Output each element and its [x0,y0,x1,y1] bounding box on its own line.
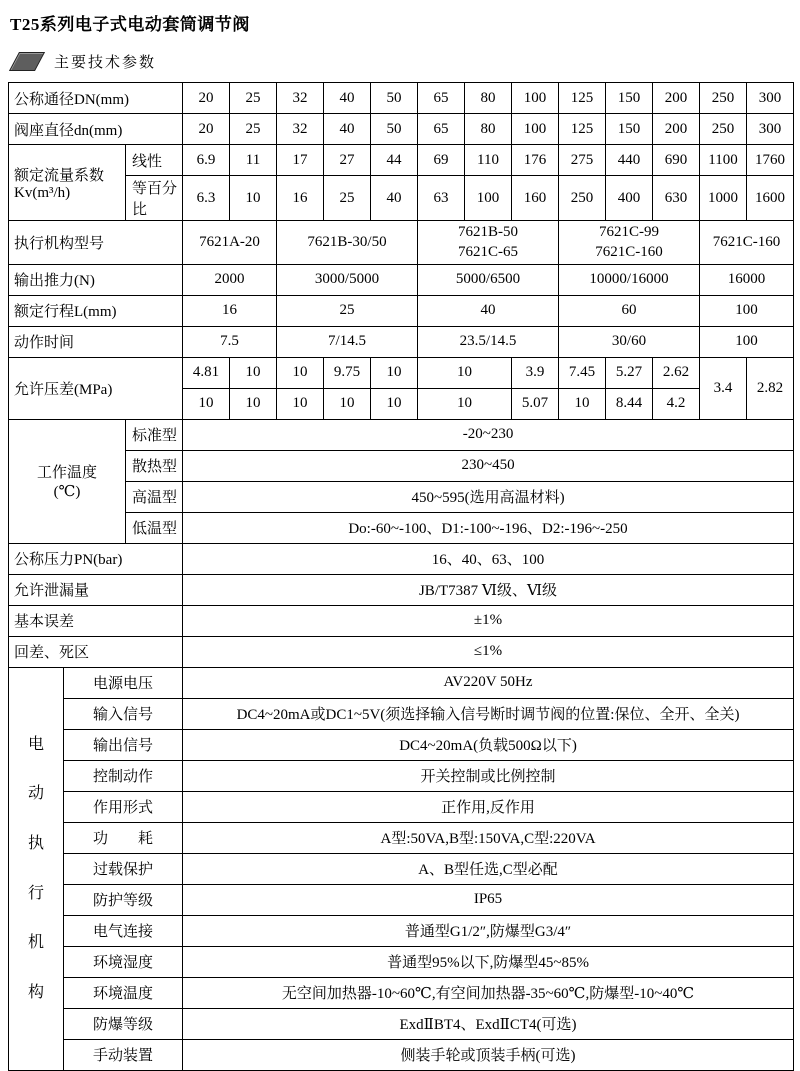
cell: 6.9 [183,145,230,176]
row-electric-overload-protection [9,853,794,884]
row-label: 动作时间 [9,326,183,357]
row-label: 执行机构型号 [9,221,183,265]
section-heading-label: 主要技术参数 [54,55,157,71]
row-kv-linear [9,145,794,176]
cell: 16 [277,176,324,221]
electric-actuator-group-label [9,667,64,1070]
cell: 250 [700,83,747,114]
cell: 2.62 [653,357,700,388]
cell: 10 [230,176,277,221]
row-electric-input-signal [9,698,794,729]
value-cell: 正作用,反作用 [183,791,794,822]
cell: 25 [230,114,277,145]
cell: 200 [653,114,700,145]
cell: 10 [559,388,606,419]
cell: 4.2 [653,388,700,419]
row-basic-error [9,605,794,636]
cell: 250 [559,176,606,221]
cell: 10 [230,357,277,388]
row-electric-power-consumption [9,822,794,853]
cell: 50 [371,114,418,145]
sub-label: 过载保护 [64,853,183,884]
row-allowable-dp-1 [9,357,794,388]
cell: 5.07 [512,388,559,419]
row-electric-output-signal [9,729,794,760]
sub-label: 线性 [126,145,183,176]
cell: 20 [183,83,230,114]
value-cell: ExdⅡBT4、ExdⅡCT4(可选) [183,1008,794,1039]
cell-line: 7621C-99 [599,224,660,240]
cell: 16 [183,295,277,326]
cell-line: 7621B-50 [458,224,519,240]
cell: 100 [700,326,794,357]
cell [418,221,559,265]
cell: 20 [183,114,230,145]
cell [277,221,418,265]
parallelogram-icon [9,52,45,71]
row-label: 公称通径DN(mm) [9,83,183,114]
sub-label: 等百分比 [126,176,183,221]
cell: 40 [418,295,559,326]
value-cell: JB/T7387 Ⅵ级、Ⅵ级 [183,574,794,605]
cell: 1600 [747,176,794,221]
cell: 8.44 [606,388,653,419]
cell: 100 [512,114,559,145]
cell: 65 [418,114,465,145]
cell [183,221,277,265]
row-seat-diameter [9,114,794,145]
row-kv-equal-percentage [9,176,794,221]
value-cell: Do:-60~-100、D1:-100~-196、D2:-196~-250 [183,512,794,543]
cell: 7.5 [183,326,277,357]
row-electric-power-supply [9,667,794,698]
cell: 440 [606,145,653,176]
sub-label: 环境温度 [64,977,183,1008]
cell: 3.4 [700,357,747,419]
cell: 3000/5000 [277,264,418,295]
cell: 160 [512,176,559,221]
sub-label: 防爆等级 [64,1008,183,1039]
cell-line: 7621A-20 [199,234,260,251]
row-label: 回差、死区 [9,636,183,667]
cell: 6.3 [183,176,230,221]
cell: 250 [700,114,747,145]
cell: 275 [559,145,606,176]
cell: 69 [418,145,465,176]
cell: 690 [653,145,700,176]
cell: 50 [371,83,418,114]
row-temp-high [9,481,794,512]
row-electric-manual-device [9,1039,794,1070]
cell: 150 [606,114,653,145]
cell: 125 [559,83,606,114]
cell: 80 [465,83,512,114]
row-label: 输出推力(N) [9,264,183,295]
cell: 100 [512,83,559,114]
sub-label: 手动装置 [64,1039,183,1070]
sub-label: 高温型 [126,481,183,512]
value-cell: DC4~20mA或DC1~5V(须选择输入信号断时调节阀的位置:保位、全开、全关) [183,698,794,729]
value-cell: ±1% [183,605,794,636]
row-label: 允许压差(MPa) [9,357,183,419]
cell: 176 [512,145,559,176]
cell: 150 [606,83,653,114]
value-cell: 450~595(选用高温材料) [183,481,794,512]
sub-label: 输入信号 [64,698,183,729]
cell: 10 [277,357,324,388]
label-line: 工作温度 [36,465,97,481]
cell: 25 [277,295,418,326]
cell: 1760 [747,145,794,176]
row-temp-standard [9,419,794,450]
value-cell: AV220V 50Hz [183,667,794,698]
cell: 25 [324,176,371,221]
cell: 80 [465,114,512,145]
value-cell: 侧装手轮或顶装手柄(可选) [183,1039,794,1070]
cell: 32 [277,114,324,145]
value-cell: 普通型95%以下,防爆型45~85% [183,946,794,977]
row-temp-low [9,512,794,543]
cell: 10 [277,388,324,419]
row-temp-heat-dissipation [9,450,794,481]
cell: 27 [324,145,371,176]
cell: 10 [324,388,371,419]
cell: 300 [747,114,794,145]
row-output-thrust [9,264,794,295]
cell-line: 7621C-65 [458,244,519,261]
cell: 32 [277,83,324,114]
row-label: 公称压力PN(bar) [9,543,183,574]
cell: 5.27 [606,357,653,388]
cell: 10 [418,388,512,419]
cell: 40 [324,83,371,114]
cell: 10 [371,388,418,419]
cell: 11 [230,145,277,176]
cell [559,221,700,265]
cell: 4.81 [183,357,230,388]
cell: 300 [747,83,794,114]
cell: 400 [606,176,653,221]
row-label: 允许泄漏量 [9,574,183,605]
cell: 7/14.5 [277,326,418,357]
value-cell: 开关控制或比例控制 [183,760,794,791]
value-cell: A、B型任选,C型必配 [183,853,794,884]
sub-label: 输出信号 [64,729,183,760]
value-cell: -20~230 [183,419,794,450]
cell: 10000/16000 [559,264,700,295]
page-title: T25系列电子式电动套筒调节阀 [10,15,250,34]
cell: 65 [418,83,465,114]
row-label: 额定流量系数Kv(m³/h) [9,145,126,221]
cell: 25 [230,83,277,114]
cell: 7.45 [559,357,606,388]
cell: 2000 [183,264,277,295]
value-cell: 16、40、63、100 [183,543,794,574]
row-label: 额定行程L(mm) [9,295,183,326]
cell: 125 [559,114,606,145]
cell: 10 [183,388,230,419]
value-cell: DC4~20mA(负载500Ω以下) [183,729,794,760]
sub-label: 作用形式 [64,791,183,822]
cell: 3.9 [512,357,559,388]
sub-label: 电气连接 [64,915,183,946]
row-electric-protection-class [9,884,794,915]
row-label: 基本误差 [9,605,183,636]
cell [700,221,794,265]
cell: 5000/6500 [418,264,559,295]
cell: 44 [371,145,418,176]
sub-label: 环境湿度 [64,946,183,977]
row-electric-electrical-connection [9,915,794,946]
cell: 40 [324,114,371,145]
label-line: (℃) [53,484,81,500]
cell: 2.82 [747,357,794,419]
row-electric-ambient-temperature [9,977,794,1008]
spec-table [8,82,794,1071]
row-electric-ambient-humidity [9,946,794,977]
row-electric-action-form [9,791,794,822]
value-cell: 普通型G1/2″,防爆型G3/4″ [183,915,794,946]
cell: 23.5/14.5 [418,326,559,357]
row-action-time [9,326,794,357]
cell: 630 [653,176,700,221]
cell: 60 [559,295,700,326]
cell: 200 [653,83,700,114]
section-heading [14,51,800,72]
cell: 63 [418,176,465,221]
sub-label: 电源电压 [64,667,183,698]
cell: 100 [465,176,512,221]
cell: 40 [371,176,418,221]
cell: 1100 [700,145,747,176]
sub-label: 标准型 [126,419,183,450]
vertical-label: 电动执行机构 [27,735,44,1001]
row-actuator-model [9,221,794,265]
cell: 17 [277,145,324,176]
cell: 9.75 [324,357,371,388]
cell: 110 [465,145,512,176]
cell: 100 [700,295,794,326]
cell: 16000 [700,264,794,295]
sub-label: 功 耗 [64,822,183,853]
cell: 30/60 [559,326,700,357]
cell-line: 7621C-160 [595,244,663,261]
row-label: 阀座直径dn(mm) [9,114,183,145]
row-hysteresis-deadband [9,636,794,667]
cell-line: 7621C-160 [712,234,781,251]
cell-line: 7621B-30/50 [307,234,387,251]
row-electric-explosion-proof-class [9,1008,794,1039]
row-nominal-pressure [9,543,794,574]
row-electric-control-action [9,760,794,791]
cell: 10 [418,357,512,388]
row-rated-stroke [9,295,794,326]
value-cell: 无空间加热器-10~60℃,有空间加热器-35~60℃,防爆型-10~40℃ [183,977,794,1008]
cell: 1000 [700,176,747,221]
value-cell: ≤1% [183,636,794,667]
row-leakage [9,574,794,605]
value-cell: 230~450 [183,450,794,481]
row-nominal-diameter [9,83,794,114]
cell: 10 [371,357,418,388]
sub-label: 散热型 [126,450,183,481]
sub-label: 控制动作 [64,760,183,791]
sub-label: 防护等级 [64,884,183,915]
value-cell: IP65 [183,884,794,915]
sub-label: 低温型 [126,512,183,543]
cell: 10 [230,388,277,419]
row-label [9,419,126,543]
value-cell: A型:50VA,B型:150VA,C型:220VA [183,822,794,853]
